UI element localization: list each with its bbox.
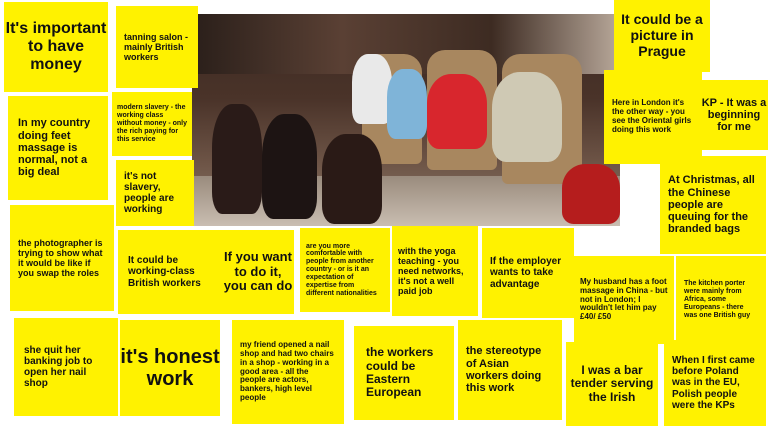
sticky-note: Here in London it's the other way - you see the Oriental girls doing this work xyxy=(604,70,702,164)
sticky-note: At Christmas, all the Chinese people are queuing for the branded bags xyxy=(660,156,766,254)
sticky-note: my friend opened a nail shop and had two chairs in a shop - working in a good area - all the people are actors, bankers, high level people xyxy=(232,320,344,424)
sticky-note: tanning salon - mainly British workers xyxy=(116,6,198,88)
sticky-note: It could be working-class British workers xyxy=(118,230,222,314)
sticky-note: she quit her banking job to open her nail shop xyxy=(14,318,118,416)
sticky-note: modern slavery - the working class without money - only the rich paying for this service xyxy=(112,92,192,156)
sticky-note: If the employer wants to take advantage xyxy=(482,228,574,318)
salon-photo xyxy=(192,14,620,226)
client-figure xyxy=(352,54,392,124)
client-figure xyxy=(492,72,562,162)
sticky-note: are you more comfortable with people from another country - or is it an expectation of expertise from different nationalities xyxy=(300,228,390,312)
sticky-note: the photographer is trying to show what it would be like if you swap the roles xyxy=(10,205,114,311)
sticky-note: My husband has a foot massage in China - but not in London; I wouldn't let him pay £40/ £50 xyxy=(574,256,674,344)
sticky-note: It could be a picture in Prague xyxy=(614,0,710,72)
worker-figure xyxy=(212,104,262,214)
sticky-note: The kitchen porter were mainly from Africa, some Europeans - there was one British guy xyxy=(676,256,766,344)
sticky-note: If you want to do it, you can do xyxy=(222,230,294,314)
sticky-note: with the yoga teaching - you need networks, it's not a well paid job xyxy=(392,226,478,316)
worker-figure xyxy=(262,114,317,219)
sticky-note: the stereotype of Asian workers doing this work xyxy=(458,320,562,420)
worker-figure xyxy=(562,164,620,224)
client-figure xyxy=(387,69,427,139)
sticky-note: KP - It was a beginning for me xyxy=(700,80,768,150)
sticky-note: I was a bar tender serving the Irish xyxy=(566,342,658,426)
sticky-note: It's important to have money xyxy=(4,2,108,92)
sticky-note: When I first came before Poland was in the EU, Polish people were the KPs xyxy=(664,340,766,426)
worker-figure xyxy=(322,134,382,224)
sticky-note: it's honest work xyxy=(120,320,220,416)
client-figure xyxy=(427,74,487,149)
sticky-note: the workers could be Eastern European xyxy=(354,326,454,420)
sticky-note: In my country doing feet massage is normal, not a big deal xyxy=(8,96,108,200)
sticky-note: it's not slavery, people are working xyxy=(116,160,194,226)
